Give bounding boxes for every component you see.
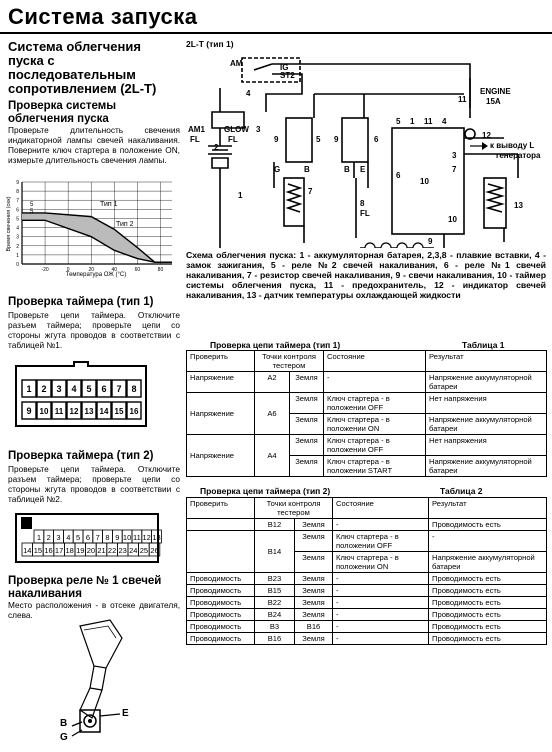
chart-ytick: 2 xyxy=(16,243,19,250)
chart-xlabel: Температура ОЖ (°С) xyxy=(65,272,127,278)
chart-ytick: 3 xyxy=(16,234,19,241)
timer2-title: Проверка таймера (тип 2) xyxy=(8,450,154,462)
table-cell: B16 xyxy=(295,621,333,633)
circuit-n5: 5 xyxy=(316,135,321,144)
table-cell: Проводимость xyxy=(187,621,255,633)
table-cell: Земля xyxy=(295,531,333,552)
circuit-alt: генератора xyxy=(496,151,541,160)
chart-xtick: -20 xyxy=(41,267,49,273)
connector1-pin: 6 xyxy=(101,384,107,394)
table-cell: - xyxy=(333,609,429,621)
table-cell: B15 xyxy=(255,585,295,597)
table2 xyxy=(186,497,547,645)
connector2-pin: 2 xyxy=(46,533,51,542)
circuit-n10: 10 xyxy=(420,177,429,186)
connector2-pin: 11 xyxy=(133,533,141,542)
glow-check-title: Проверка системы облегчения пуска xyxy=(8,100,117,125)
circuit-am: AM xyxy=(230,59,243,68)
table1-label: Таблица 1 xyxy=(462,340,505,350)
connector1-pin: 3 xyxy=(56,384,62,394)
table-cell: Нет напряжения xyxy=(426,435,547,456)
table-header-row xyxy=(187,351,547,372)
connector2-pin: 20 xyxy=(86,546,96,555)
circuit-am1: AM1 xyxy=(188,125,205,134)
title-rule xyxy=(0,32,552,34)
connector1-pin: 2 xyxy=(41,384,47,394)
series-start-2: 5 xyxy=(30,209,34,215)
circuit-t6: 6 xyxy=(396,171,401,180)
table-cell: Напряжение аккумуляторной батареи xyxy=(426,456,547,477)
connector2-pin: 21 xyxy=(97,546,106,555)
circuit-ig: IG xyxy=(280,63,289,72)
connector2-pin: 26 xyxy=(150,546,159,555)
circuit-diagram xyxy=(184,38,550,248)
circuit-t11: 11 xyxy=(424,117,433,126)
circuit-n13: 13 xyxy=(514,201,523,210)
circuit-n8: 8 xyxy=(360,199,365,208)
table-cell: B23 xyxy=(255,573,295,585)
table-cell: Земля xyxy=(290,456,324,477)
table-cell: Земля xyxy=(295,573,333,585)
glow-check-text: Проверьте длительность свечения индикаторной лампы свечей накаливания. Поверните ключ стартера в положение ON, измерьте длительность свечения лампы. xyxy=(8,125,180,165)
chart-ytick: 7 xyxy=(16,198,19,205)
timer1-title: Проверка таймера (тип 1) xyxy=(8,296,154,308)
circuit-am1-fl: FL xyxy=(190,135,200,144)
table-cell: Ключ стартера - в положении OFF xyxy=(324,393,426,414)
table-cell: Земля xyxy=(295,633,333,645)
chart-xtick: 60 xyxy=(134,267,141,273)
circuit-fl8: FL xyxy=(360,209,370,218)
table-cell: Нет напряжения xyxy=(426,393,547,414)
table-cell: Проводимость есть xyxy=(429,597,547,609)
table-cell: - xyxy=(333,519,429,531)
table-cell: Земля xyxy=(295,519,333,531)
relay-illustration xyxy=(50,618,150,748)
connector1-pin: 12 xyxy=(69,407,79,416)
series-start-1: 5 xyxy=(30,202,34,208)
table-header-cell: Проверить xyxy=(187,351,255,372)
connector1-pin: 10 xyxy=(39,407,49,416)
circuit-e: E xyxy=(360,165,366,174)
table-cell: Напряжение xyxy=(187,435,255,477)
circuit-t1: 1 xyxy=(410,117,415,126)
table-row xyxy=(187,585,547,597)
circuit-n12: 12 xyxy=(482,131,491,140)
table-cell: Земля xyxy=(290,372,324,393)
table-cell: B22 xyxy=(255,597,295,609)
circuit-t3: 3 xyxy=(452,151,457,160)
circuit-st2: ST2 xyxy=(280,71,295,80)
chart-ytick: 0 xyxy=(16,262,19,268)
connector2-pin: 4 xyxy=(66,533,71,542)
connector1-pin: 13 xyxy=(84,407,94,416)
table1 xyxy=(186,350,547,477)
table-cell: Земля xyxy=(295,585,333,597)
connector1-pin: 1 xyxy=(26,384,32,394)
connector2-pin: 8 xyxy=(105,533,110,542)
timer2-text: Проверьте цепи таймера. Отключите разъем таймера; проверьте цепи со стороны жгута проводов в соответствии с таблицей №2. xyxy=(8,464,180,504)
table-header-cell: Проверить xyxy=(187,498,255,519)
relay-title: Проверка реле № 1 свечей накаливания xyxy=(8,575,162,600)
table-cell: - xyxy=(333,621,429,633)
relay-pin-g: G xyxy=(60,732,68,743)
table-row xyxy=(187,633,547,645)
table2-title: Проверка цепи таймера (тип 2) xyxy=(200,486,331,496)
connector2-pin: 17 xyxy=(54,546,64,555)
chart-ytick: 8 xyxy=(16,189,19,196)
circuit-n7: 7 xyxy=(308,187,313,196)
table-header-cell: Точки контроля тестером xyxy=(255,498,333,519)
connector2-pin: 1 xyxy=(36,533,41,542)
connector2-pin: 24 xyxy=(129,546,138,555)
connector2-pin: 18 xyxy=(65,546,74,555)
table-row xyxy=(187,435,547,456)
table-cell: - xyxy=(333,573,429,585)
table-cell: Ключ стартера - в положении ON xyxy=(324,414,426,435)
table-cell: Напряжение xyxy=(187,393,255,435)
table-row xyxy=(187,609,547,621)
circuit-glow-fl: FL xyxy=(228,135,238,144)
circuit-t4: 4 xyxy=(442,117,447,126)
relay-pin-b: B xyxy=(60,718,68,729)
circuit-to-alt: к выводу L xyxy=(490,141,535,150)
circuit-t10: 10 xyxy=(448,215,457,224)
circuit-b: B xyxy=(304,165,310,174)
chart-xtick: 0 xyxy=(66,267,70,273)
table-cell: Ключ стартера - в положении ON xyxy=(333,552,429,573)
table-cell: Напряжение аккумуляторной батареи xyxy=(429,552,547,573)
connector2-pin: 5 xyxy=(76,533,81,542)
connector2-pin: 7 xyxy=(95,533,100,542)
circuit-t7: 7 xyxy=(452,165,457,174)
table-header-cell: Точки контроля тестером xyxy=(255,351,324,372)
table-cell: Ключ стартера - в положении OFF xyxy=(333,531,429,552)
table-header-cell: Результат xyxy=(429,498,547,519)
table-cell: A6 xyxy=(255,393,290,435)
series-label-2: Тип 2 xyxy=(116,221,134,228)
table-header-cell: Состояние xyxy=(324,351,426,372)
circuit-n3: 3 xyxy=(256,125,261,134)
chart-ytick: 6 xyxy=(16,207,19,214)
table-cell: Проводимость есть xyxy=(429,621,547,633)
chart-ytick: 5 xyxy=(16,216,19,223)
connector2-pin: 3 xyxy=(56,533,61,542)
table-cell: B24 xyxy=(255,609,295,621)
table-cell: Земля xyxy=(290,393,324,414)
table-row xyxy=(187,597,547,609)
connector2-pin: 25 xyxy=(139,546,149,555)
chart-xtick: 80 xyxy=(157,267,164,273)
table1-title: Проверка цепи таймера (тип 1) xyxy=(210,340,341,350)
table-cell: Проводимость xyxy=(187,633,255,645)
circuit-n6: 6 xyxy=(374,135,379,144)
table-cell: - xyxy=(333,585,429,597)
connector2-pin: 6 xyxy=(85,533,90,542)
timer2-connector xyxy=(12,508,162,566)
connector2-pin: 12 xyxy=(142,533,151,542)
table-cell: Земля xyxy=(295,552,333,573)
table-row xyxy=(187,531,547,552)
table-cell: Проводимость xyxy=(187,573,255,585)
connector2-pin: 23 xyxy=(118,546,127,555)
table-row xyxy=(187,372,547,393)
table-header-cell: Состояние xyxy=(333,498,429,519)
connector2-pin: 14 xyxy=(23,546,32,555)
diagram-caption: Схема облегчения пуска: 1 - аккумуляторная батарея, 2,3,8 - плавкие вставки, 4 - замок зажигания, 5 - реле №2 свечей накаливания, 6 - реле №1 свечей накаливания, 7 - резистор свечей накаливания, 9 - свечи накаливания, 10 - таймер системы облегчения пуска, 11 - предохранитель, 12 - индикатор свечей накаливания, 13 - датчик температуры охлаждающей жидкости xyxy=(186,250,546,300)
table-cell: Проводимость есть xyxy=(429,519,547,531)
connector1-pin: 14 xyxy=(99,407,109,416)
table-row xyxy=(187,393,547,414)
table-cell: Земля xyxy=(295,609,333,621)
section-title: Система облегчения пуска с последовательным сопротивлением (2L-T) xyxy=(8,39,157,96)
circuit-g: G xyxy=(274,165,281,174)
table2-label: Таблица 2 xyxy=(440,486,483,496)
connector2-pin: 16 xyxy=(44,546,53,555)
connector1-pin: 15 xyxy=(114,407,124,416)
circuit-b2: B xyxy=(344,165,350,174)
chart-xtick: 40 xyxy=(111,267,118,273)
circuit-engine: ENGINE xyxy=(480,87,511,96)
table-cell: Земля xyxy=(295,597,333,609)
chart-ytick: 9 xyxy=(16,180,19,186)
circuit-n4: 4 xyxy=(246,89,251,98)
circuit-n9b: 9 xyxy=(334,135,339,144)
circuit-n2: 2 xyxy=(214,143,219,152)
page-title: Система запуска xyxy=(8,4,198,29)
circuit-t5: 5 xyxy=(396,117,401,126)
table-cell: B12 xyxy=(255,519,295,531)
circuit-n9a: 9 xyxy=(274,135,279,144)
table-cell: - xyxy=(324,372,426,393)
chart-ytick: 1 xyxy=(16,252,19,259)
connector2-pin: 10 xyxy=(122,533,132,542)
chart-ylabel: Время свечения (сек) xyxy=(6,196,12,252)
timer1-text: Проверьте цепи таймера. Отключите разъем таймера; проверьте цепи со стороны жгута проводов в соответствии с таблицей №1. xyxy=(8,310,180,350)
connector1-pin: 7 xyxy=(116,384,122,394)
series-label-1: Тип 1 xyxy=(100,201,118,208)
table-row xyxy=(187,519,547,531)
table-cell: Проводимость есть xyxy=(429,609,547,621)
table-cell: A4 xyxy=(255,435,290,477)
table-cell: B14 xyxy=(255,531,295,573)
connector1-pin: 4 xyxy=(71,384,77,394)
circuit-n1: 1 xyxy=(238,191,243,200)
connector2-pin: 15 xyxy=(33,546,43,555)
connector1-pin: 16 xyxy=(129,407,139,416)
table-cell: Земля xyxy=(290,414,324,435)
table-row xyxy=(187,573,547,585)
table-cell: Напряжение xyxy=(187,372,255,393)
circuit-glow: GLOW xyxy=(224,125,249,134)
relay-text: Место расположения - в отсеке двигателя, слева. xyxy=(8,600,180,620)
table-cell: Земля xyxy=(290,435,324,456)
table-cell: Проводимость xyxy=(187,609,255,621)
relay-pin-e: E xyxy=(122,708,129,719)
table-cell: - xyxy=(333,597,429,609)
connector1-pin: 11 xyxy=(54,407,64,416)
connector2-pin: 13 xyxy=(152,533,161,542)
table-cell: Напряжение аккумуляторной батареи xyxy=(426,372,547,393)
table-cell xyxy=(187,531,255,573)
chart-ytick: 4 xyxy=(16,225,19,232)
table-cell: A2 xyxy=(255,372,290,393)
table-header-row xyxy=(187,498,547,519)
table-cell: Проводимость xyxy=(187,585,255,597)
chart-xtick: 20 xyxy=(88,267,95,273)
table-cell: Проводимость есть xyxy=(429,633,547,645)
table-cell: Ключ стартера - в положении OFF xyxy=(324,435,426,456)
table-cell: Проводимость xyxy=(187,597,255,609)
table-cell: Ключ стартера - в положении START xyxy=(324,456,426,477)
connector2-pin: 9 xyxy=(115,533,120,542)
table-header-cell: Результат xyxy=(426,351,547,372)
connector1-pin: 9 xyxy=(26,406,32,416)
table-row xyxy=(187,621,547,633)
table-cell: Проводимость есть xyxy=(429,585,547,597)
table-cell: B16 xyxy=(255,633,295,645)
table-cell: Напряжение аккумуляторной батареи xyxy=(426,414,547,435)
circuit-engine-amp: 15A xyxy=(486,97,501,106)
glow-duration-chart xyxy=(4,176,182,278)
table-cell: - xyxy=(429,531,547,552)
timer1-connector xyxy=(14,360,148,428)
connector2-pin: 22 xyxy=(107,546,117,555)
circuit-n11: 11 xyxy=(458,95,467,104)
table-cell: - xyxy=(333,633,429,645)
table-cell: Проводимость есть xyxy=(429,573,547,585)
connector2-pin: 19 xyxy=(76,546,85,555)
connector1-pin: 5 xyxy=(86,384,92,394)
circuit-title: 2L-T (тип 1) xyxy=(186,39,234,49)
table-cell: B3 xyxy=(255,621,295,633)
circuit-n9c: 9 xyxy=(428,237,433,246)
table-cell xyxy=(187,519,255,531)
connector1-pin: 8 xyxy=(131,384,137,394)
